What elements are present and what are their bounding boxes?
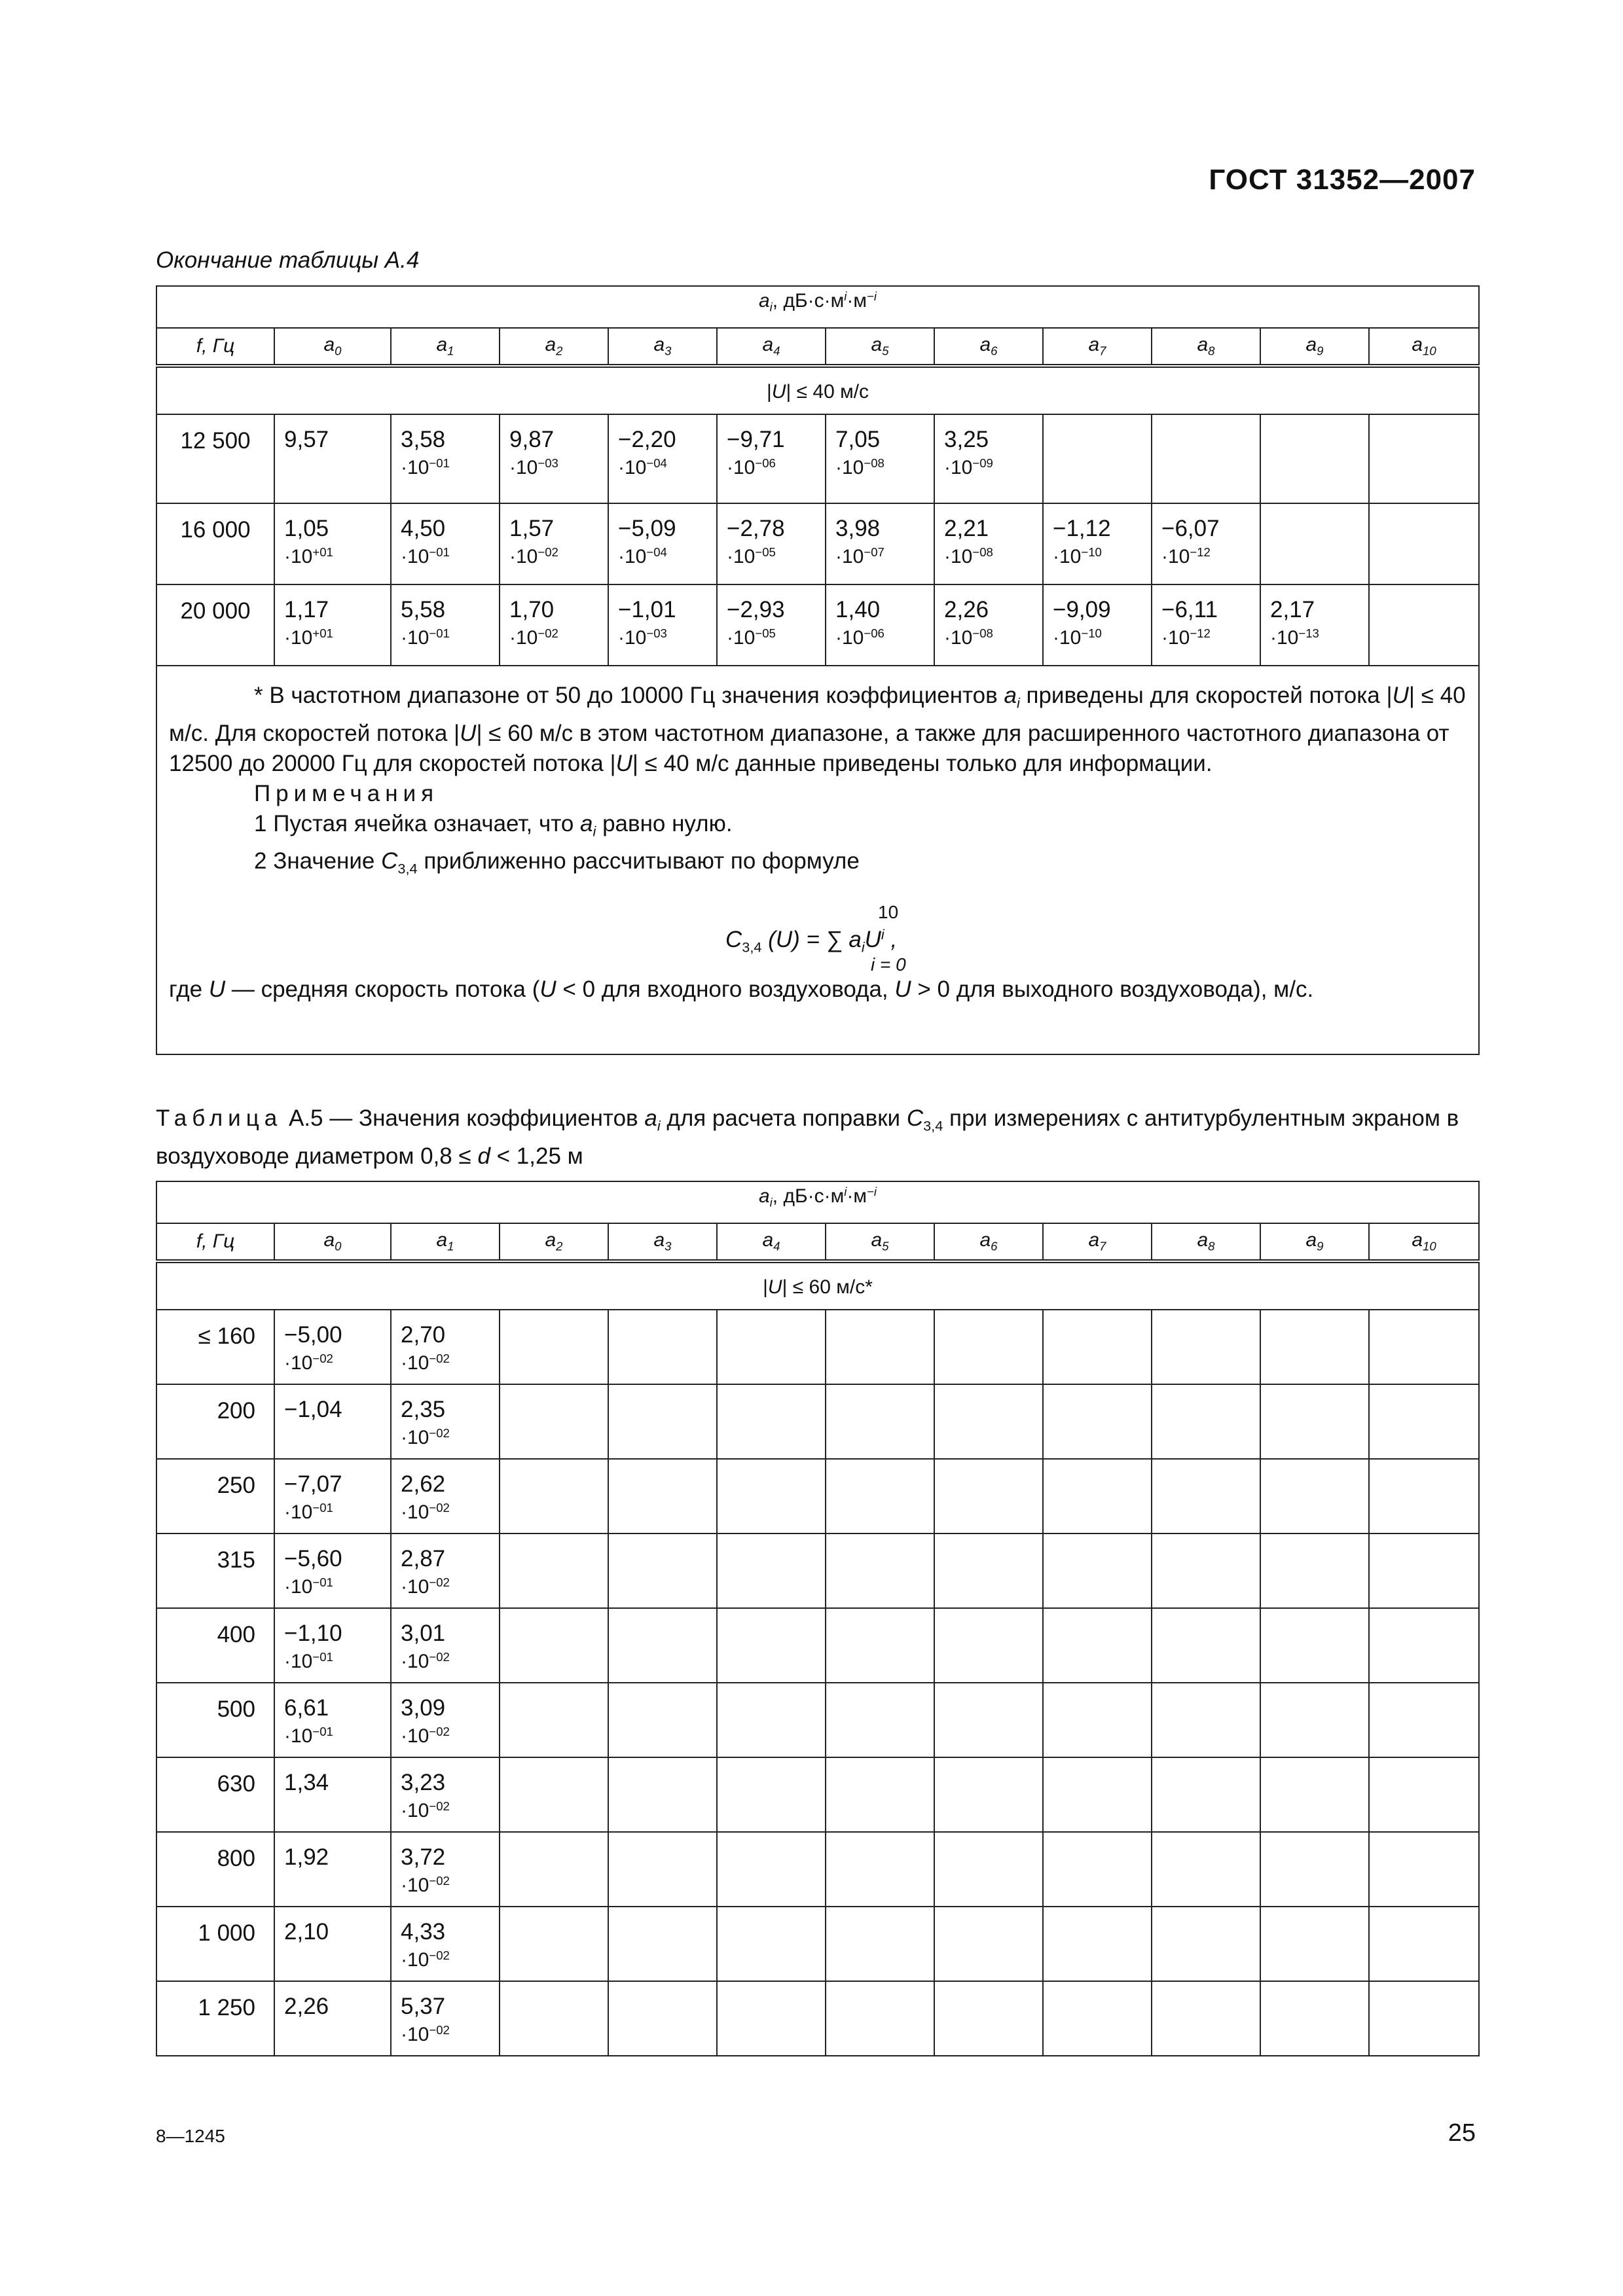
table-row — [156, 1384, 1479, 1459]
coef-cell — [608, 503, 717, 584]
coef-cell — [1152, 584, 1260, 666]
coef-cell — [1043, 503, 1152, 584]
coef-cell — [274, 1757, 391, 1832]
coef-cell — [274, 414, 391, 503]
coef-cell — [500, 1310, 608, 1384]
coef-cell — [274, 1459, 391, 1534]
coef-exponent: $\cdot 10^{-05}$ — [727, 545, 776, 568]
coef-cell — [1152, 1757, 1260, 1832]
table-row — [156, 1608, 1479, 1683]
coef-exponent: $\cdot 10^{-06}$ — [727, 456, 776, 479]
notes-title: Примечания — [254, 780, 439, 806]
table-row — [156, 584, 1479, 666]
coef-cell — [391, 1683, 500, 1757]
coef-cell — [934, 1832, 1043, 1907]
coef-exponent: $\cdot 10^{-02}$ — [401, 1948, 450, 1971]
table-row — [156, 1459, 1479, 1534]
coef-cell — [934, 503, 1043, 584]
coef-exponent: $\cdot 10^{-01}$ — [401, 456, 450, 479]
freq-cell: ≤ 160 — [156, 1310, 274, 1384]
coef-exponent: $\cdot 10^{+01}$ — [284, 545, 333, 568]
coef-cell — [500, 1683, 608, 1757]
page-number: 25 — [1448, 2119, 1476, 2147]
coef-mantissa: 1,92 — [284, 1844, 329, 1870]
coef-exponent: $\cdot 10^{-01}$ — [284, 1650, 333, 1673]
coef-exponent: $\cdot 10^{-09}$ — [944, 456, 993, 479]
coef-mantissa: 2,17 — [1270, 597, 1315, 622]
coef-cell — [274, 1981, 391, 2056]
column-header-row: f, Гц $a_0$ $a_1$ $a_2$ $a_3$ $a_4$ $a_5$ $a_6$ $a_7$ $a_8$ $a_9$ $a_{10}$ — [156, 1223, 1479, 1261]
coef-cell — [608, 1384, 717, 1459]
table-row — [156, 1534, 1479, 1608]
coef-cell — [500, 503, 608, 584]
coef-cell — [1043, 1310, 1152, 1384]
coef-mantissa: −1,10 — [284, 1621, 342, 1646]
coef-exponent: $\cdot 10^{-03}$ — [618, 626, 667, 649]
coef-mantissa: 9,87 — [509, 427, 555, 452]
coef-exponent: $\cdot 10^{-12}$ — [1161, 545, 1211, 568]
coef-cell — [1043, 1907, 1152, 1981]
coef-cell — [608, 1683, 717, 1757]
coef-cell — [717, 1981, 826, 2056]
coef-cell — [1369, 1757, 1479, 1832]
coef-cell — [934, 1981, 1043, 2056]
coef-cell — [274, 584, 391, 666]
coef-cell — [1043, 1459, 1152, 1534]
coef-cell — [826, 414, 934, 503]
freq-cell: 500 — [156, 1683, 274, 1757]
coef-cell — [500, 1757, 608, 1832]
where-line: где U — средняя скорость потока (U < 0 для входного воздуховода, U > 0 для выходного воздуховода), м/с. — [169, 976, 1314, 1002]
coef-mantissa: −9,09 — [1053, 597, 1111, 622]
coef-mantissa: 2,62 — [401, 1471, 446, 1497]
coef-mantissa: 2,87 — [401, 1546, 446, 1571]
coef-mantissa: −5,09 — [618, 516, 676, 541]
coef-mantissa: −1,01 — [618, 597, 676, 622]
coef-exponent: $\cdot 10^{-01}$ — [284, 1501, 333, 1524]
coef-cell — [717, 1608, 826, 1683]
coef-cell — [608, 414, 717, 503]
coef-cell — [1043, 1981, 1152, 2056]
coef-cell — [1369, 584, 1479, 666]
unit-header: $a_i$, $дБ\cdot с\cdot м^i\cdot м^{-i}$ — [156, 1181, 1479, 1223]
col-f: f, Гц — [156, 1223, 274, 1261]
coef-exponent: $\cdot 10^{-04}$ — [618, 456, 667, 479]
coef-cell — [934, 1907, 1043, 1981]
coef-cell — [1369, 1310, 1479, 1384]
coef-cell — [391, 1459, 500, 1534]
coef-cell — [1043, 1832, 1152, 1907]
coef-exponent: $\cdot 10^{-01}$ — [284, 1725, 333, 1748]
formula: 10 $C_{3,4}$ (U) = ∑ $a_iU^i$ , i = 0 — [725, 901, 906, 975]
coef-cell — [391, 1757, 500, 1832]
coef-cell — [1369, 414, 1479, 503]
coef-cell — [1369, 1683, 1479, 1757]
coef-cell — [1260, 1981, 1369, 2056]
coef-cell — [500, 1534, 608, 1608]
coef-cell — [826, 1683, 934, 1757]
coef-cell — [1152, 1907, 1260, 1981]
table-row — [156, 1981, 1479, 2056]
coef-mantissa: −7,07 — [284, 1471, 342, 1497]
coef-cell — [1260, 414, 1369, 503]
coef-exponent: $\cdot 10^{-04}$ — [618, 545, 667, 568]
freq-cell: 630 — [156, 1757, 274, 1832]
coef-exponent: $\cdot 10^{-02}$ — [401, 2023, 450, 2046]
coef-exponent: $\cdot 10^{-02}$ — [401, 1426, 450, 1449]
coef-cell — [826, 1384, 934, 1459]
coef-mantissa: 9,57 — [284, 427, 329, 452]
coef-mantissa: −9,71 — [727, 427, 785, 452]
coef-cell — [608, 1534, 717, 1608]
coef-exponent: $\cdot 10^{-02}$ — [401, 1352, 450, 1374]
coef-cell — [1369, 1459, 1479, 1534]
table-row — [156, 1683, 1479, 1757]
coef-mantissa: −6,11 — [1161, 597, 1218, 622]
coef-exponent: $\cdot 10^{-01}$ — [284, 1575, 333, 1598]
coef-cell — [717, 1384, 826, 1459]
coef-cell — [391, 1981, 500, 2056]
freq-cell: 20 000 — [156, 584, 274, 666]
coef-cell — [826, 503, 934, 584]
coef-cell — [1152, 1459, 1260, 1534]
coef-cell — [1043, 1757, 1152, 1832]
coef-cell — [274, 1832, 391, 1907]
coef-cell — [826, 1757, 934, 1832]
coef-mantissa: −5,60 — [284, 1546, 342, 1571]
coef-cell — [391, 1907, 500, 1981]
coef-cell — [274, 1384, 391, 1459]
coef-cell — [1152, 1534, 1260, 1608]
coef-exponent: $\cdot 10^{-02}$ — [401, 1575, 450, 1598]
coef-exponent: $\cdot 10^{-07}$ — [835, 545, 884, 568]
coef-cell — [1043, 584, 1152, 666]
coef-exponent: $\cdot 10^{-02}$ — [401, 1725, 450, 1748]
coef-exponent: $\cdot 10^{-08}$ — [835, 456, 884, 479]
coef-cell — [500, 1981, 608, 2056]
table-a5 — [156, 1181, 1480, 2056]
coef-cell — [608, 1981, 717, 2056]
coef-exponent: $\cdot 10^{-03}$ — [509, 456, 558, 479]
table-row — [156, 1907, 1479, 1981]
coef-mantissa: 5,58 — [401, 597, 446, 622]
coef-mantissa: 1,40 — [835, 597, 881, 622]
coef-cell — [500, 1384, 608, 1459]
coef-cell — [1369, 503, 1479, 584]
coef-cell — [1260, 1907, 1369, 1981]
coef-mantissa: 1,70 — [509, 597, 555, 622]
freq-cell: 1 000 — [156, 1907, 274, 1981]
coef-cell — [717, 1310, 826, 1384]
coef-exponent: $\cdot 10^{-02}$ — [509, 626, 558, 649]
coef-cell — [391, 414, 500, 503]
coef-cell — [1043, 1534, 1152, 1608]
coef-cell — [826, 584, 934, 666]
coef-cell — [934, 584, 1043, 666]
column-header-row: f, Гц $a_0$ $a_1$ $a_2$ $a_3$ $a_4$ $a_5$ $a_6$ $a_7$ $a_8$ $a_9$ $a_{10}$ — [156, 328, 1479, 366]
coef-cell — [608, 1907, 717, 1981]
coef-cell — [717, 414, 826, 503]
table-row — [156, 1832, 1479, 1907]
coef-exponent: $\cdot 10^{-05}$ — [727, 626, 776, 649]
coef-cell — [934, 1310, 1043, 1384]
coef-exponent: $\cdot 10^{-10}$ — [1053, 626, 1102, 649]
coef-mantissa: −2,93 — [727, 597, 785, 622]
freq-cell: 12 500 — [156, 414, 274, 503]
coef-cell — [391, 1310, 500, 1384]
table-a5-caption: Таблица А.5 — Значения коэффициентов $a_i$ для расчета поправки $C_{3,4}$ при измерениях с антитурбулентным экраном в воздуховоде диаметром 0,8 ≤ d < 1,25 м — [156, 1105, 1459, 1169]
coef-mantissa: 4,33 — [401, 1919, 446, 1945]
coef-mantissa: −1,04 — [284, 1397, 342, 1422]
coef-cell — [1260, 1757, 1369, 1832]
coef-cell — [608, 1832, 717, 1907]
coef-cell — [934, 1534, 1043, 1608]
coef-exponent: $\cdot 10^{-02}$ — [284, 1352, 333, 1374]
coef-mantissa: 1,05 — [284, 516, 329, 541]
coef-cell — [717, 1832, 826, 1907]
coef-cell — [500, 1832, 608, 1907]
table-a4-caption: Окончание таблицы А.4 — [156, 247, 420, 273]
standard-header: ГОСТ 31352—2007 — [1209, 164, 1476, 196]
freq-cell: 250 — [156, 1459, 274, 1534]
coef-cell — [717, 1683, 826, 1757]
coef-cell — [934, 1608, 1043, 1683]
coef-exponent: $\cdot 10^{-13}$ — [1270, 626, 1319, 649]
coef-cell — [608, 1757, 717, 1832]
coef-cell — [1152, 1310, 1260, 1384]
coef-exponent: $\cdot 10^{-02}$ — [401, 1650, 450, 1673]
coef-cell — [274, 1907, 391, 1981]
coef-cell — [1152, 1608, 1260, 1683]
coef-cell — [1260, 1459, 1369, 1534]
coef-cell — [1369, 1907, 1479, 1981]
coef-mantissa: −2,20 — [618, 427, 676, 452]
coef-mantissa: 3,58 — [401, 427, 446, 452]
coef-cell — [1260, 1683, 1369, 1757]
coef-cell — [717, 1534, 826, 1608]
coef-mantissa: 2,35 — [401, 1397, 446, 1422]
coef-cell — [717, 584, 826, 666]
coef-cell — [1260, 1832, 1369, 1907]
coef-cell — [826, 1907, 934, 1981]
coef-cell — [717, 503, 826, 584]
coef-mantissa: 5,37 — [401, 1994, 446, 2019]
coef-cell — [391, 1832, 500, 1907]
coef-cell — [717, 1459, 826, 1534]
coef-mantissa: 2,10 — [284, 1919, 329, 1945]
coef-cell — [274, 1310, 391, 1384]
coef-exponent: $\cdot 10^{-08}$ — [944, 545, 993, 568]
coef-mantissa: 2,21 — [944, 516, 989, 541]
coef-cell — [1260, 584, 1369, 666]
coef-exponent: $\cdot 10^{-02}$ — [401, 1874, 450, 1897]
note-2: 2 Значение $C_{3,4}$ приближенно рассчитывают по формуле — [254, 848, 860, 877]
table-row — [156, 414, 1479, 503]
coef-cell — [1369, 1534, 1479, 1608]
coef-cell — [391, 1534, 500, 1608]
coef-mantissa: 6,61 — [284, 1695, 329, 1721]
coef-mantissa: 2,26 — [284, 1994, 329, 2019]
coef-cell — [391, 584, 500, 666]
coef-mantissa: 3,98 — [835, 516, 881, 541]
table-row — [156, 503, 1479, 584]
speed-subheader: |U| ≤ 60 м/с* — [156, 1261, 1479, 1310]
coef-mantissa: 3,23 — [401, 1770, 446, 1795]
coef-cell — [391, 503, 500, 584]
freq-cell: 16 000 — [156, 503, 274, 584]
coef-cell — [1152, 1384, 1260, 1459]
coef-cell — [1043, 1608, 1152, 1683]
coef-mantissa: 3,25 — [944, 427, 989, 452]
coef-mantissa: −5,00 — [284, 1322, 342, 1348]
coef-exponent: $\cdot 10^{-02}$ — [509, 545, 558, 568]
coef-cell — [1260, 1608, 1369, 1683]
coef-cell — [934, 414, 1043, 503]
coef-cell — [1260, 1310, 1369, 1384]
coef-cell — [1369, 1608, 1479, 1683]
coef-cell — [826, 1534, 934, 1608]
freq-cell: 1 250 — [156, 1981, 274, 2056]
freq-cell: 400 — [156, 1608, 274, 1683]
coef-mantissa: 2,26 — [944, 597, 989, 622]
coef-cell — [1260, 1384, 1369, 1459]
coef-mantissa: 1,17 — [284, 597, 329, 622]
freq-cell: 200 — [156, 1384, 274, 1459]
coef-cell — [274, 1534, 391, 1608]
coef-cell — [1043, 1384, 1152, 1459]
coef-mantissa: 1,57 — [509, 516, 555, 541]
coef-cell — [826, 1459, 934, 1534]
coef-cell — [608, 1310, 717, 1384]
print-code: 8—1245 — [156, 2126, 225, 2146]
coef-cell — [934, 1384, 1043, 1459]
coef-mantissa: 1,34 — [284, 1770, 329, 1795]
table-row — [156, 1310, 1479, 1384]
coef-cell — [391, 1384, 500, 1459]
coef-cell — [1043, 1683, 1152, 1757]
coef-cell — [934, 1757, 1043, 1832]
coef-cell — [1152, 503, 1260, 584]
coef-mantissa: 3,01 — [401, 1621, 446, 1646]
coef-exponent: $\cdot 10^{-06}$ — [835, 626, 884, 649]
coef-cell — [608, 1459, 717, 1534]
coef-cell — [500, 414, 608, 503]
coef-cell — [826, 1608, 934, 1683]
col-f: f, Гц — [156, 328, 274, 366]
coef-cell — [1369, 1384, 1479, 1459]
coef-cell — [934, 1459, 1043, 1534]
coef-mantissa: 3,09 — [401, 1695, 446, 1721]
coef-cell — [1152, 1683, 1260, 1757]
coef-exponent: $\cdot 10^{-01}$ — [401, 545, 450, 568]
star-note: * В частотном диапазоне от 50 до 10000 Гц значения коэффициентов $a_i$ приведены для скоростей потока |U| ≤ 40 м/с. Для скоростей потока |U| ≤ 60 м/с в этом частотном диапазоне, а также для расширенного частотного диапазона от 12500 до 20000 Гц для скоростей потока |U| ≤ 40 м/с данные приведены только для информации. — [169, 683, 1466, 776]
coef-cell — [1043, 414, 1152, 503]
coef-mantissa: −2,78 — [727, 516, 785, 541]
coef-cell — [1369, 1981, 1479, 2056]
coef-cell — [717, 1757, 826, 1832]
coef-exponent: $\cdot 10^{-08}$ — [944, 626, 993, 649]
coef-cell — [608, 584, 717, 666]
coef-mantissa: −6,07 — [1161, 516, 1220, 541]
coef-mantissa: 7,05 — [835, 427, 881, 452]
coef-cell — [826, 1310, 934, 1384]
coef-cell — [500, 1907, 608, 1981]
coef-exponent: $\cdot 10^{+01}$ — [284, 626, 333, 649]
coef-mantissa: 4,50 — [401, 516, 446, 541]
freq-cell: 315 — [156, 1534, 274, 1608]
coef-exponent: $\cdot 10^{-12}$ — [1161, 626, 1211, 649]
coef-cell — [826, 1981, 934, 2056]
coef-cell — [826, 1832, 934, 1907]
coef-cell — [608, 1608, 717, 1683]
freq-cell: 800 — [156, 1832, 274, 1907]
coef-cell — [391, 1608, 500, 1683]
coef-cell — [934, 1683, 1043, 1757]
coef-cell — [1152, 414, 1260, 503]
coef-cell — [1152, 1832, 1260, 1907]
coef-cell — [717, 1907, 826, 1981]
coef-cell — [274, 1683, 391, 1757]
coef-cell — [500, 1459, 608, 1534]
coef-cell — [500, 1608, 608, 1683]
coef-cell — [1369, 1832, 1479, 1907]
coef-mantissa: 3,72 — [401, 1844, 446, 1870]
coef-exponent: $\cdot 10^{-01}$ — [401, 626, 450, 649]
coef-cell — [1260, 1534, 1369, 1608]
coef-cell — [274, 1608, 391, 1683]
coef-cell — [500, 584, 608, 666]
coef-exponent: $\cdot 10^{-02}$ — [401, 1501, 450, 1524]
coef-mantissa: −1,12 — [1053, 516, 1111, 541]
coef-exponent: $\cdot 10^{-10}$ — [1053, 545, 1102, 568]
coef-cell — [274, 503, 391, 584]
speed-subheader: |U| ≤ 40 м/с — [156, 366, 1479, 414]
table-a4 — [156, 285, 1480, 1055]
note-1: 1 Пустая ячейка означает, что $a_i$ равно нулю. — [254, 810, 733, 840]
coef-cell — [1260, 503, 1369, 584]
table-row — [156, 1757, 1479, 1832]
coef-cell — [1152, 1981, 1260, 2056]
notes-cell — [156, 666, 1479, 1054]
coef-exponent: $\cdot 10^{-02}$ — [401, 1799, 450, 1822]
unit-header: $a_i$, $дБ\cdot с\cdot м^i\cdot м^{-i}$ — [156, 286, 1479, 328]
coef-mantissa: 2,70 — [401, 1322, 446, 1348]
